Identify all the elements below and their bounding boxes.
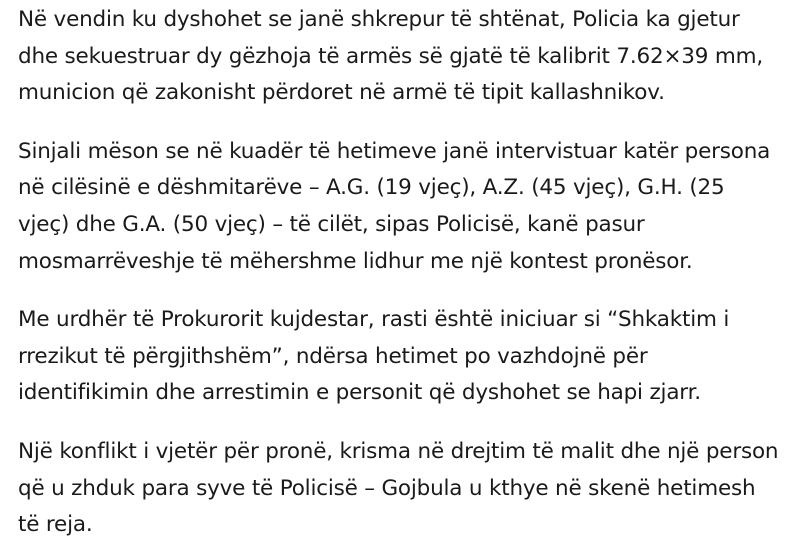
article-paragraph-4: Një konflikt i vjetër për pronë, krisma në drejtim të malit dhe një person që u zhduk para syve të Policisë – Gojbula u kthye në skenë hetimesh të reja. (18, 438, 779, 538)
article-paragraph-3: Me urdhër të Prokurorit kujdestar, rasti është iniciuar si “Shkaktim i rrezikut të përgjithshëm”, ndërsa hetimet po vazhdojnë për identifikimin dhe arrestimin e personit që dyshohet se hapi zjarr. (18, 307, 730, 406)
article-paragraph-2: Sinjali mëson se në kuadër të hetimeve janë intervistuar katër persona në cilësinë e dëshmitarëve – A.G. (19 vjeç), A.Z. (45 vjeç), G.H. (25 vjeç) dhe G.A. (50 vjeç) – të cilët, sipas Policisë, kanë pasur mosmarrëveshje të mëhershme lidhur me një kontest pronësor. (18, 138, 771, 274)
article-paragraph-1: Në vendin ku dyshohet se janë shkrepur të shtënat, Policia ka gjetur dhe sekuestruar dy gëzhoja të armës së gjatë të kalibrit 7.62×39 mm, municion që zakonisht përdoret në armë të tipit kallashnikov. (18, 7, 763, 106)
